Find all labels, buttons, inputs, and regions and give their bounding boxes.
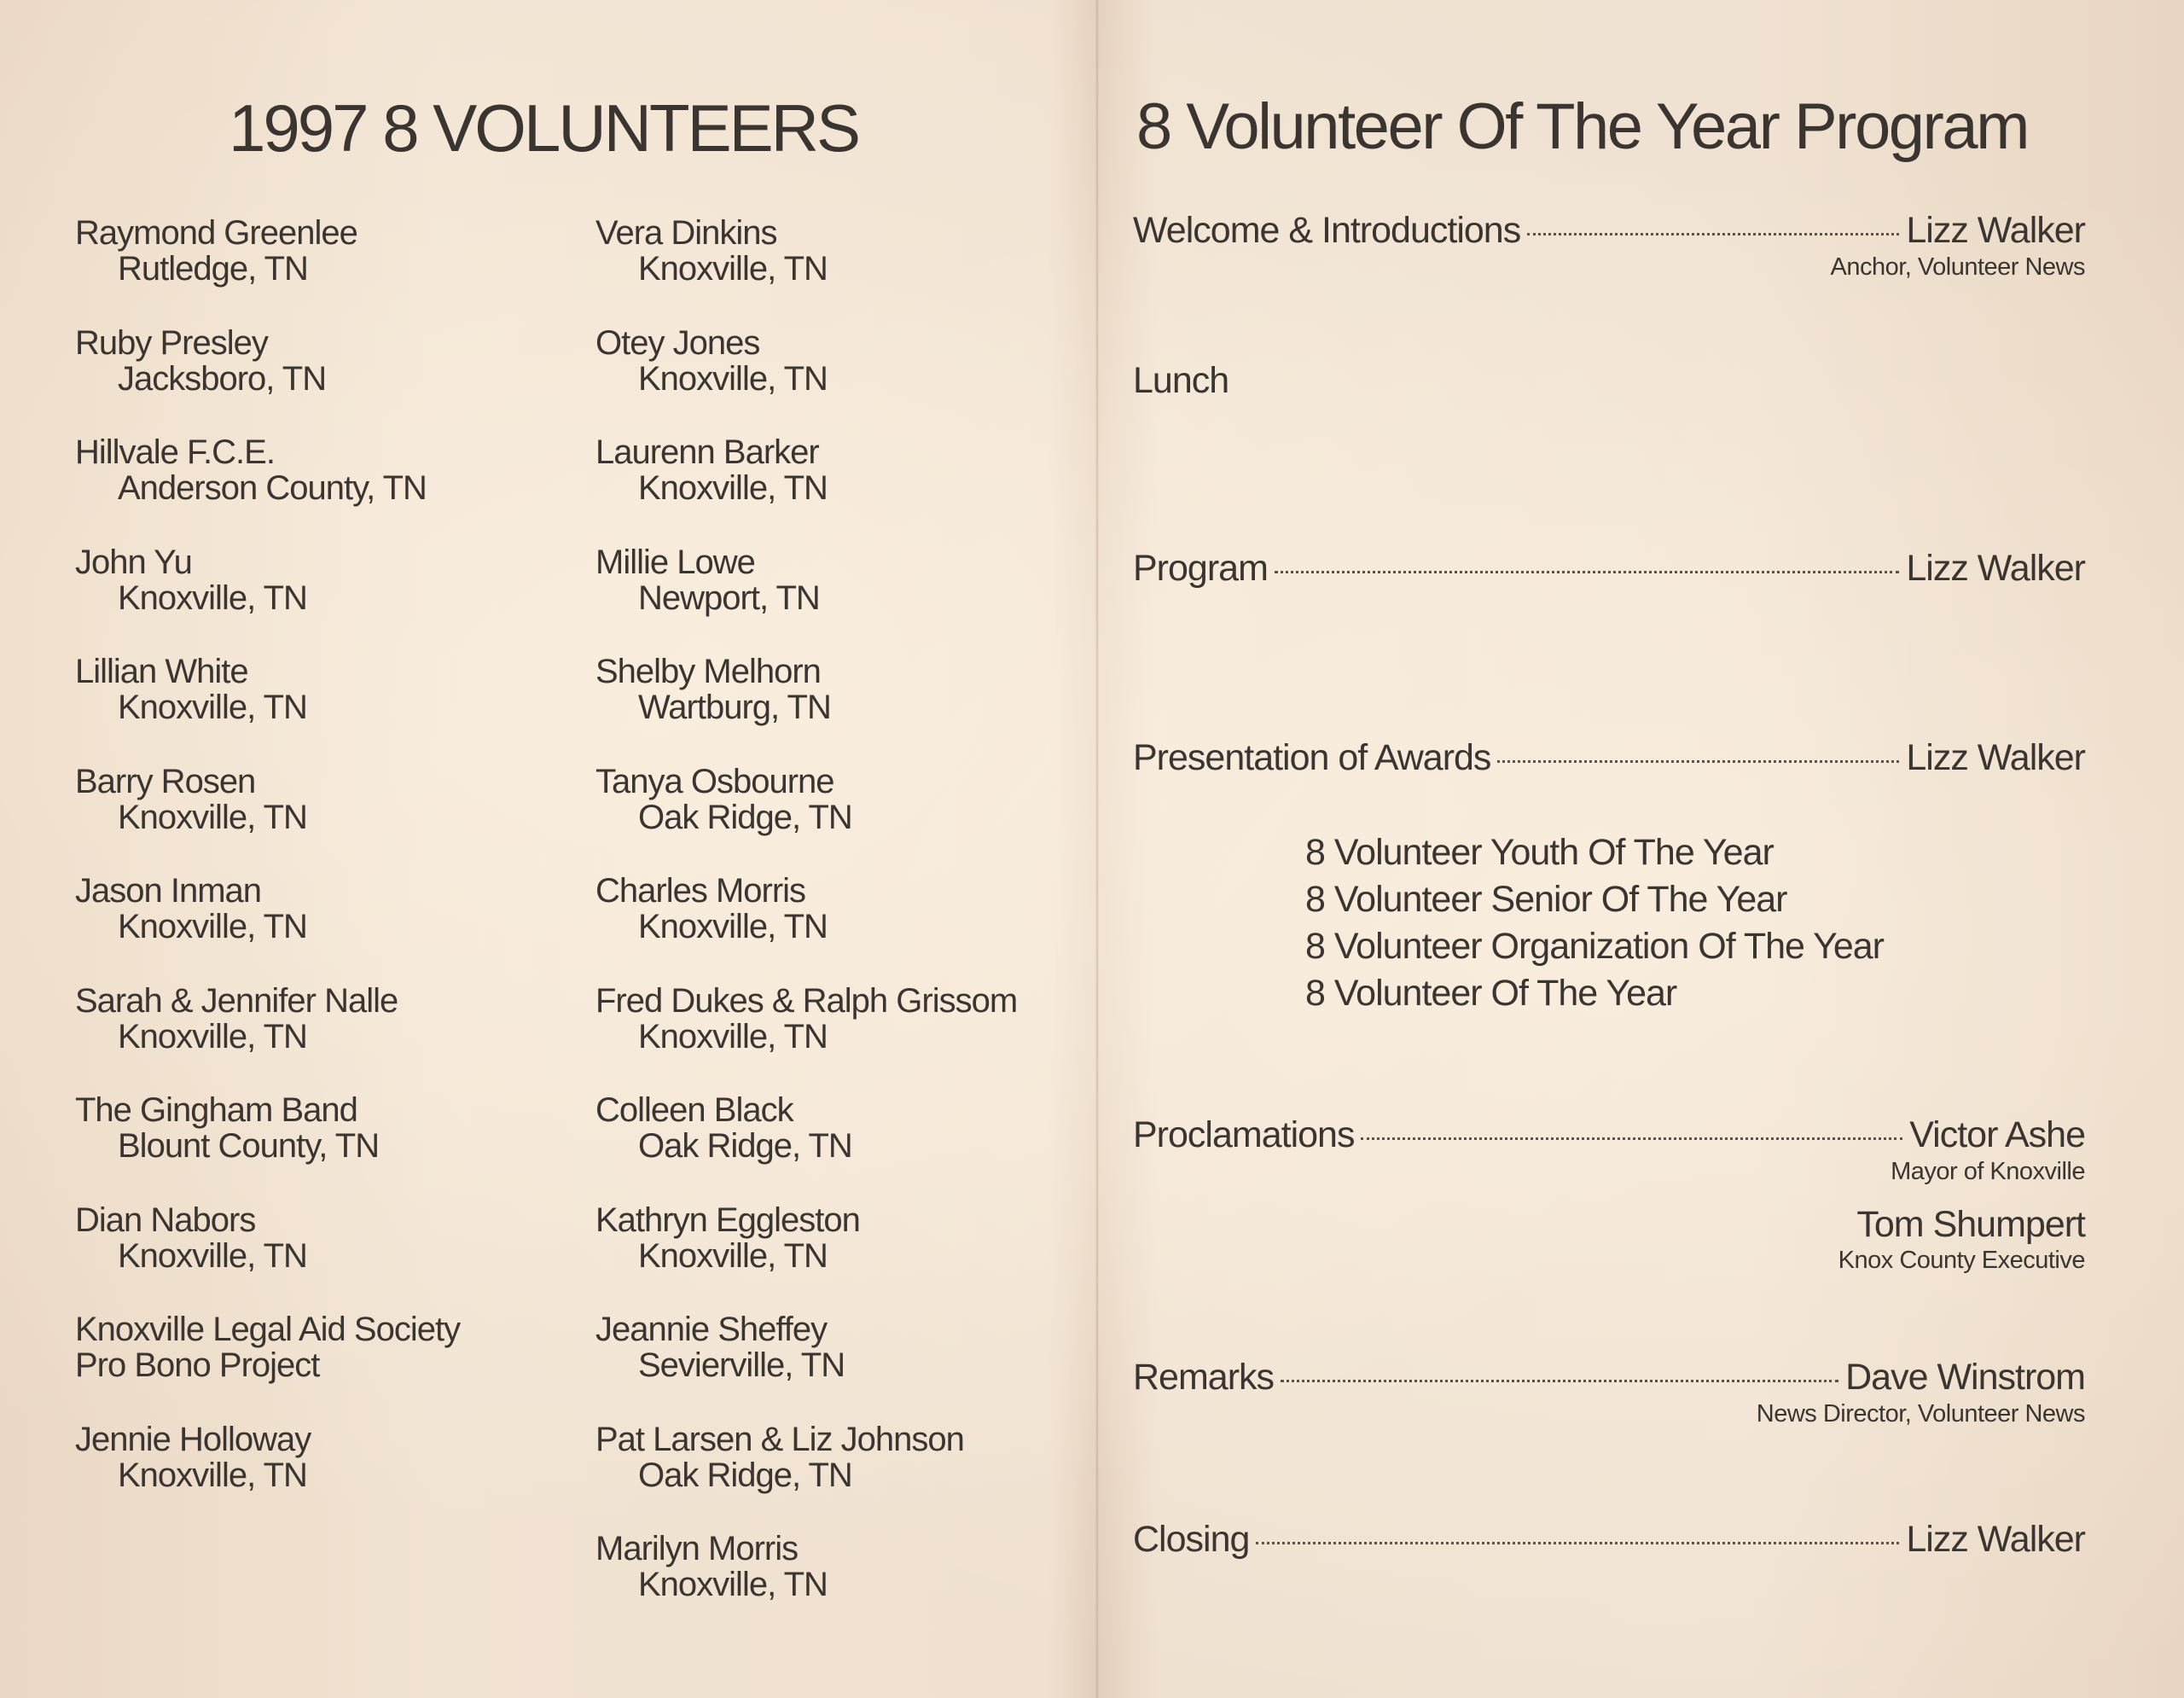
volunteer-location: Newport, TN [638,579,820,617]
volunteer-location: Pro Bono Project [75,1346,320,1384]
volunteer-name: Ruby Presley [75,323,268,362]
volunteer-name: Laurenn Barker [595,433,819,471]
volunteer-location: Knoxville, TN [638,469,828,507]
volunteer-name: Pat Larsen & Liz Johnson [595,1420,964,1458]
program-item-person: Lizz Walker [1906,1519,2085,1560]
volunteer-name: Kathryn Eggleston [595,1201,860,1239]
volunteer-name: Jennie Holloway [75,1420,311,1458]
volunteer-entry [75,983,604,1093]
volunteer-entry [595,1202,1124,1312]
dot-leader [1281,1380,1838,1382]
volunteer-entry [595,325,1124,435]
volunteer-location: Knoxville, TN [638,1236,828,1275]
program-item-role: Anchor, Volunteer News [1830,253,2085,281]
program-item-label: Welcome & Introductions [1133,210,1521,251]
volunteer-name: Shelby Melhorn [595,653,821,690]
volunteer-entry [75,544,604,654]
program-item-label: Presentation of Awards [1133,737,1491,778]
volunteer-location: Knoxville, TN [638,359,828,398]
volunteer-name: Raymond Greenlee [75,214,357,252]
volunteer-location: Knoxville, TN [118,1456,307,1494]
volunteer-column-b [595,215,1124,1641]
program-item-person: Lizz Walker [1906,548,2085,589]
volunteer-entry [595,1311,1124,1422]
volunteer-location: Knoxville, TN [118,579,307,617]
volunteer-location: Knoxville, TN [118,1017,307,1055]
volunteer-name: Sarah & Jennifer Nalle [75,981,398,1020]
volunteer-location: Knoxville, TN [118,689,307,726]
award-item: 8 Volunteer Youth Of The Year [1305,832,1774,873]
award-item: 8 Volunteer Of The Year [1305,973,1677,1014]
volunteer-entry [595,1422,1124,1532]
volunteer-entry [595,654,1124,764]
program-item-label: Proclamations [1133,1114,1355,1155]
volunteer-name: John Yu [75,543,192,581]
program-item-label: Closing [1133,1519,1250,1560]
volunteer-entry [75,1311,604,1422]
program-item-person: Lizz Walker [1906,737,2085,778]
volunteer-name: Fred Dukes & Ralph Grissom [595,981,1018,1020]
program-item-presentation [1133,736,2085,780]
dot-leader [1527,233,1899,236]
volunteer-location: Knoxville, TN [638,1566,828,1603]
volunteer-name: Dian Nabors [75,1201,256,1239]
volunteer-location: Knoxville, TN [638,1017,828,1055]
volunteer-name: Jason Inman [75,872,262,910]
award-item: 8 Volunteer Senior Of The Year [1305,879,1787,920]
volunteer-entry [75,434,604,544]
program-item-person-secondary: Tom Shumpert [1856,1204,2085,1245]
volunteer-entry [75,325,604,435]
volunteer-name: Millie Lowe [595,543,755,581]
volunteer-name: Knoxville Legal Aid Society [75,1311,461,1348]
volunteer-entry [595,1531,1124,1641]
volunteer-entry [595,983,1124,1093]
awards-list [1305,829,1988,1017]
program-item-label: Remarks [1133,1357,1275,1398]
volunteer-name: Vera Dinkins [595,214,777,252]
program-item-closing [1133,1517,2085,1561]
volunteer-entry [595,544,1124,654]
volunteer-location: Rutledge, TN [118,250,308,288]
program-item-role: News Director, Volunteer News [1756,1400,2085,1428]
volunteer-location: Oak Ridge, TN [638,1456,852,1494]
volunteer-entry [75,1092,604,1202]
volunteer-name: Hillvale F.C.E. [75,433,275,471]
volunteer-entry [75,764,604,874]
program-item-label: Lunch [1133,360,1229,401]
volunteer-entry [75,873,604,983]
volunteer-entry [595,764,1124,874]
program-item-label: Program [1133,548,1268,589]
volunteer-entry [595,434,1124,544]
volunteer-name: Barry Rosen [75,762,256,800]
program-item-lunch [1133,358,2085,403]
dot-leader [1497,760,1899,763]
volunteer-location: Anderson County, TN [118,469,427,507]
volunteer-name: Marilyn Morris [595,1530,799,1567]
volunteer-entry [595,873,1124,983]
volunteers-title: 1997 8 VOLUNTEERS [229,90,859,166]
volunteer-location: Knoxville, TN [118,908,307,945]
program-item-person: Dave Winstrom [1845,1357,2085,1398]
program-item-role-secondary: Knox County Executive [1838,1247,2085,1274]
volunteer-location: Knoxville, TN [118,798,307,836]
volunteer-entry [75,215,604,325]
volunteer-entry [75,1202,604,1312]
volunteer-location: Knoxville, TN [118,1236,307,1275]
volunteer-name: Lillian White [75,653,248,690]
volunteer-location: Oak Ridge, TN [638,1127,852,1165]
volunteer-location: Knoxville, TN [638,250,828,288]
volunteer-location: Sevierville, TN [638,1346,845,1384]
volunteer-entry [595,1092,1124,1202]
volunteer-name: Otey Jones [595,323,760,362]
volunteer-entry [75,1422,604,1532]
program-item-proclamations [1133,1113,2085,1275]
volunteer-location: Jacksboro, TN [118,359,327,398]
award-item: 8 Volunteer Organization Of The Year [1305,926,1884,967]
volunteer-name: Colleen Black [595,1091,793,1129]
program-item-welcome [1133,208,2085,282]
volunteer-location: Knoxville, TN [638,908,828,945]
dot-leader [1256,1542,1899,1544]
program-item-program [1133,546,2085,590]
program-item-role: Mayor of Knoxville [1891,1158,2085,1185]
volunteer-location: Wartburg, TN [638,689,831,726]
volunteer-entry [75,654,604,764]
volunteer-name: Jeannie Sheffey [595,1311,828,1348]
program-item-remarks [1133,1355,2085,1428]
volunteer-entry [595,215,1124,325]
volunteer-location: Oak Ridge, TN [638,798,852,836]
volunteer-name: The Gingham Band [75,1091,357,1129]
volunteer-name: Tanya Osbourne [595,762,834,800]
dot-leader [1275,571,1900,573]
program-item-person: Victor Ashe [1909,1114,2085,1155]
volunteer-column-a [75,215,604,1531]
dot-leader [1361,1137,1902,1140]
program-title: 8 Volunteer Of The Year Program [1136,90,2028,163]
volunteer-name: Charles Morris [595,872,806,910]
volunteer-location: Blount County, TN [118,1127,380,1165]
program-item-person: Lizz Walker [1906,210,2085,251]
